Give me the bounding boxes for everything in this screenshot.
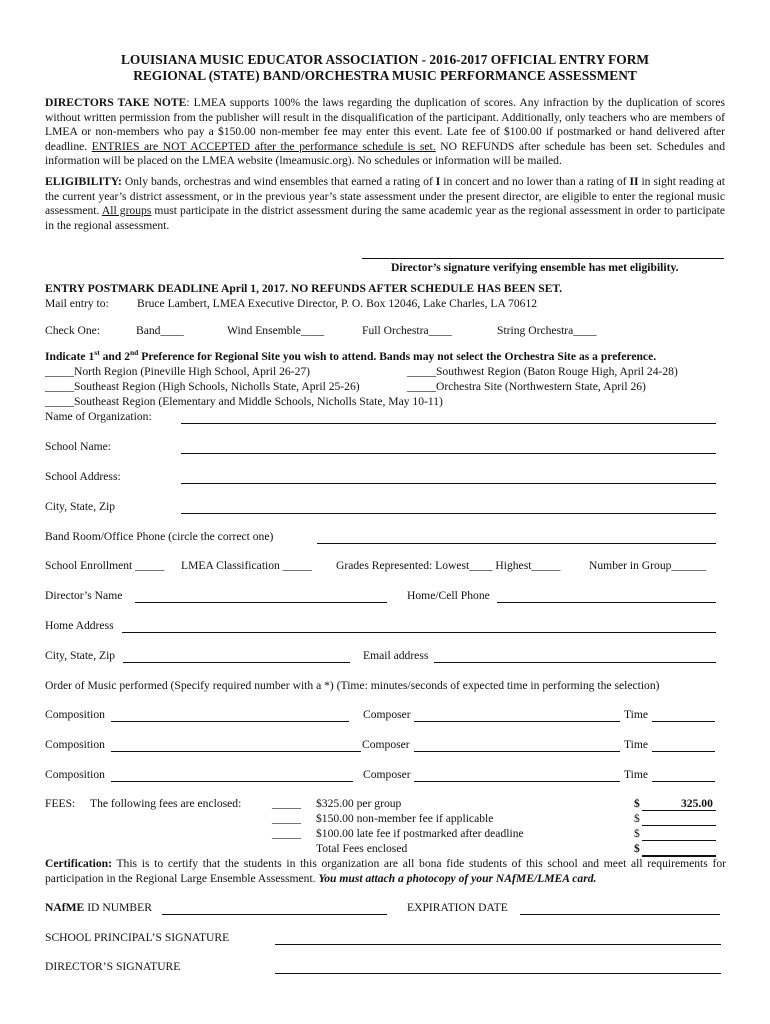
site-southeast-elementary[interactable]: _____Southeast Region (Elementary and Middle Schools, Nicholls State, May 10-11) [45, 395, 443, 408]
eligibility-text: Only bands, orchestras and wind ensembles that earned a rating of [121, 174, 436, 188]
home-cell-field[interactable] [497, 602, 716, 603]
fee-check-nonmember[interactable]: _____ [272, 812, 301, 825]
city-state-zip2-field[interactable] [123, 662, 350, 663]
school-address-field[interactable] [181, 483, 716, 484]
fee-amount-3-line[interactable] [642, 840, 716, 841]
time-field-3[interactable] [652, 781, 715, 782]
fee-late-label: $100.00 late fee if postmarked after deadline [316, 827, 524, 840]
nafme-rest: ID NUMBER [84, 901, 152, 914]
time-field-2[interactable] [652, 751, 715, 752]
fee-group-label: $325.00 per group [316, 797, 402, 810]
fee-amount-2-line[interactable] [642, 825, 716, 826]
check-full-orchestra[interactable]: Full Orchestra____ [362, 324, 452, 337]
composition-label-1: Composition [45, 708, 105, 721]
preference-sup2: nd [130, 348, 139, 358]
composition-field-1[interactable] [111, 721, 349, 722]
time-label-2: Time [624, 738, 649, 751]
composer-label-1: Composer [363, 708, 411, 721]
mail-label: Mail entry to: [45, 297, 109, 310]
school-address-label: School Address: [45, 470, 121, 483]
composition-label-2: Composition [45, 738, 105, 751]
home-cell-label: Home/Cell Phone [407, 589, 490, 602]
certification [45, 856, 726, 886]
phone-field[interactable] [317, 543, 716, 544]
directors-note-text2: NO REFUNDS after schedule has been set. Schedules and information will be placed on the LMEA website (lmeamusic.org). No schedules or information will be mailed. [45, 139, 725, 168]
directors-name-label: Director’s Name [45, 589, 123, 602]
composition-label-3: Composition [45, 768, 105, 781]
classification-field[interactable]: LMEA Classification _____ [181, 559, 312, 572]
directors-note-label: DIRECTORS TAKE NOTE [45, 96, 187, 109]
directors-name-field[interactable] [135, 602, 387, 603]
email-label: Email address [363, 649, 429, 662]
composer-field-2[interactable] [414, 751, 620, 752]
certification-text: This is to certify that the students in this organization are all bona fide students of this school and meet all requirements for participation in the Regional Large Ensemble Assessment. [45, 857, 726, 885]
fee-amount-325: 325.00 [681, 797, 713, 810]
school-name-label: School Name: [45, 440, 112, 453]
directors-note-text: : LMEA supports 100% the laws regarding the duplication of scores. Any infraction by the duplication of scores without written permission from the publisher will result in the disqualification of the participant. Additionally, only teachers who are members of LMEA or non-members who pay a $150.00 non-member fee may enter this event. Late fee of $100.00 if postmarked or hand delivered after deadline. [45, 96, 725, 153]
music-instruction: Order of Music performed (Specify required number with a *) (Time: minutes/seconds of expected time in performing the selection) [45, 679, 660, 692]
grades-field[interactable]: Grades Represented: Lowest____ Highest_____ [336, 559, 561, 572]
number-in-group-field[interactable]: Number in Group______ [589, 559, 707, 572]
nafme-id-label [45, 901, 152, 914]
principal-signature-field[interactable] [275, 944, 721, 945]
fee-nonmember-label: $150.00 non-member fee if applicable [316, 812, 494, 825]
check-wind-ensemble[interactable]: Wind Ensemble____ [227, 324, 325, 337]
city-state-zip-label: City, State, Zip [45, 500, 116, 513]
city-state-zip2-label: City, State, Zip [45, 649, 116, 662]
home-address-field[interactable] [122, 632, 716, 633]
director-signature-field[interactable] [275, 973, 721, 974]
fee-total-label: Total Fees enclosed [316, 842, 408, 855]
fees-label: FEES: [45, 797, 76, 810]
composition-field-3[interactable] [111, 781, 353, 782]
form-title-line1: LOUISIANA MUSIC EDUCATOR ASSOCIATION - 2016-2017 OFFICIAL ENTRY FORM [120, 52, 650, 67]
composer-field-3[interactable] [414, 781, 620, 782]
eligibility [45, 175, 725, 233]
rating-two: II [629, 174, 639, 188]
time-label-3: Time [624, 768, 649, 781]
composer-field-1[interactable] [414, 721, 620, 722]
preference-heading [45, 350, 656, 363]
preference-heading-a: Indicate 1 [45, 350, 95, 363]
form-title-line2: REGIONAL (STATE) BAND/ORCHESTRA MUSIC PERFORMANCE ASSESSMENT [133, 68, 637, 83]
fee-check-late[interactable]: _____ [272, 827, 301, 840]
certification-label: Certification: [45, 857, 112, 870]
rating-one: I [435, 174, 441, 188]
home-address-label: Home Address [45, 619, 114, 632]
fee-dollar-2: $ [634, 812, 640, 825]
site-southwest[interactable]: _____Southwest Region (Baton Rouge High, April 24-28) [407, 365, 678, 378]
eligibility-text2: in concert and no lower than a rating of [440, 174, 630, 188]
time-label-1: Time [624, 708, 649, 721]
organization-label: Name of Organization: [45, 410, 152, 423]
fee-dollar-3: $ [634, 827, 640, 840]
composer-label-3: Composer [363, 768, 411, 781]
eligibility-signature-label: Director’s signature verifying ensemble has met eligibility. [391, 261, 679, 274]
deadline-text: ENTRY POSTMARK DEADLINE April 1, 2017. NO REFUNDS AFTER SCHEDULE HAS BEEN SET. [45, 282, 563, 295]
nafme-bold: NAfME [45, 901, 85, 914]
eligibility-text4: must participate in the district assessment during the same academic year as the regional assessment in order to participate in the regional assessment. [45, 204, 725, 232]
fee-dollar-1: $ [634, 797, 640, 810]
mail-address: Bruce Lambert, LMEA Executive Director, P. O. Box 12046, Lake Charles, LA 70612 [137, 297, 538, 310]
directors-note [45, 96, 725, 169]
check-one-label: Check One: [45, 324, 101, 337]
school-name-field[interactable] [181, 453, 716, 454]
director-signature-label: DIRECTOR’S SIGNATURE [45, 960, 181, 973]
site-orchestra[interactable]: _____Orchestra Site (Northwestern State, April 26) [407, 380, 646, 393]
eligibility-signature-line[interactable] [362, 258, 724, 259]
expiration-label: EXPIRATION DATE [407, 901, 508, 914]
eligibility-underlined: All groups [101, 204, 152, 218]
phone-label: Band Room/Office Phone (circle the correct one) [45, 530, 274, 543]
principal-signature-label: SCHOOL PRINCIPAL’S SIGNATURE [45, 931, 230, 944]
preference-heading-c: Preference for Regional Site you wish to attend. Bands may not select the Orchestra Site as a preference. [138, 350, 657, 363]
expiration-field[interactable] [520, 914, 720, 915]
fee-check-group[interactable]: _____ [272, 797, 301, 810]
directors-note-underlined: ENTRIES are NOT ACCEPTED after the performance schedule is set. [91, 139, 436, 153]
fees-intro: The following fees are enclosed: [90, 797, 242, 810]
eligibility-label: ELIGIBILITY: [45, 174, 122, 188]
nafme-id-field[interactable] [162, 914, 387, 915]
preference-heading-b: and 2 [99, 350, 130, 363]
organization-field[interactable] [181, 423, 716, 424]
check-string-orchestra[interactable]: String Orchestra____ [497, 324, 597, 337]
certification-emphasis: You must attach a photocopy of your NAfME/LMEA card. [318, 872, 597, 885]
fee-dollar-total: $ [634, 842, 640, 855]
city-state-zip-field[interactable] [181, 513, 716, 514]
entry-form [45, 52, 725, 233]
check-band[interactable]: Band____ [136, 324, 184, 337]
time-field-1[interactable] [652, 721, 715, 722]
eligibility-text3: in sight reading at the current year’s district assessment, or in the previous year’s state assessment under the present director, are eligible to enter the regional music assessment. [45, 174, 725, 218]
composition-field-2[interactable] [111, 751, 361, 752]
fee-amount-1-line[interactable] [642, 810, 716, 811]
enrollment-field[interactable]: School Enrollment _____ [45, 559, 165, 572]
preference-sup1: st [94, 348, 100, 358]
email-field[interactable] [434, 662, 716, 663]
site-north[interactable]: _____North Region (Pineville High School, April 26-27) [45, 365, 311, 378]
composer-label-2: Composer [362, 738, 410, 751]
site-southeast-high[interactable]: _____Southeast Region (High Schools, Nicholls State, April 25-26) [45, 380, 360, 393]
